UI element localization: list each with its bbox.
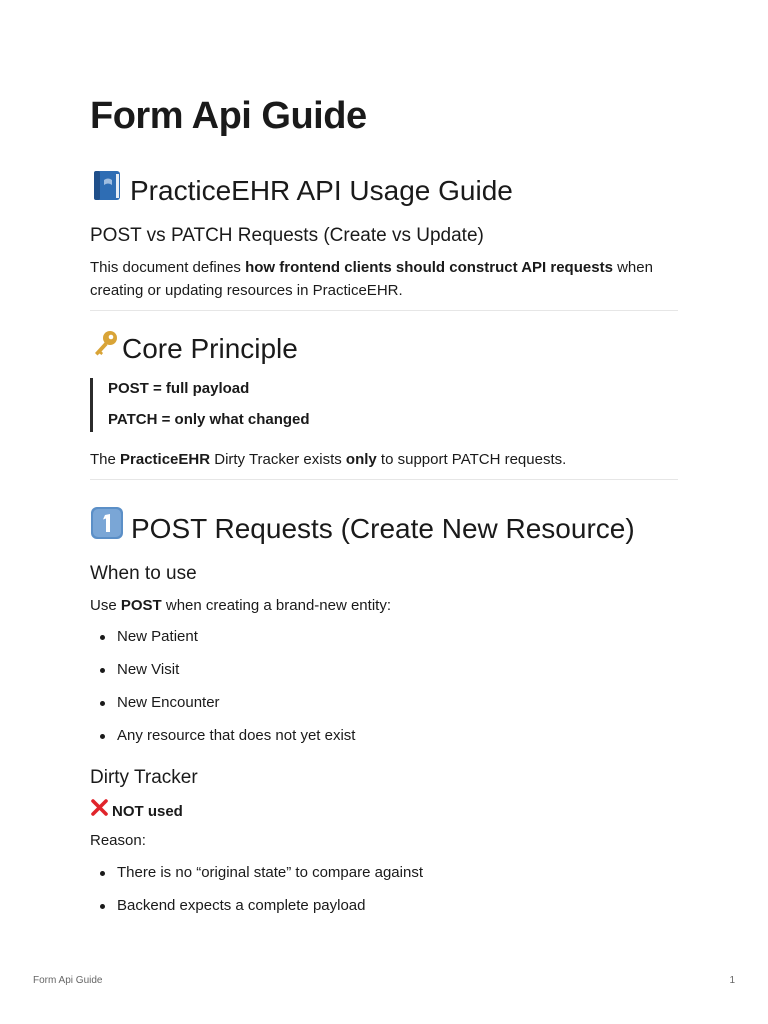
core-paragraph — [90, 448, 678, 471]
red-cross-icon — [90, 798, 109, 824]
list-item-text: New Visit — [117, 661, 180, 678]
text-run: This document defines — [90, 259, 246, 276]
section-heading-usage-guide — [90, 168, 513, 213]
section-heading-core-principle — [90, 328, 298, 369]
heading-text: POST Requests (Create New Resource) — [131, 512, 635, 544]
subheading-post-vs-patch: POST vs PATCH Requests (Create vs Update) — [90, 225, 484, 246]
list-item — [90, 692, 355, 725]
list-item — [90, 626, 355, 659]
bullet-icon — [100, 904, 105, 909]
footer-document-title: Form Api Guide — [33, 975, 103, 986]
text-run: when creating or updating resources in PracticeEHR. — [90, 259, 653, 299]
list-item-text: Backend expects a complete payload — [117, 897, 366, 914]
reason-list — [90, 862, 423, 928]
bold-text: only — [345, 451, 377, 468]
blue-book-icon — [90, 168, 124, 213]
subheading-dirty-tracker: Dirty Tracker — [90, 767, 198, 788]
list-item-text: Any resource that does not yet exist — [117, 727, 356, 744]
list-item — [90, 659, 355, 692]
page-title: Form Api Guide — [90, 95, 367, 137]
bold-text: POST — [120, 597, 162, 614]
key-icon — [90, 328, 120, 369]
text-run: Dirty Tracker exists — [210, 451, 346, 468]
status-text: NOT used — [112, 802, 183, 820]
reason-label: Reason: — [90, 832, 146, 849]
dirty-tracker-status — [90, 798, 678, 824]
list-item — [90, 895, 423, 928]
bullet-icon — [100, 668, 105, 673]
list-item-text: There is no “original state” to compare against — [117, 864, 423, 881]
text-run: when creating a brand-new entity: — [161, 597, 391, 614]
text-run: Use — [90, 597, 121, 614]
intro-paragraph — [90, 256, 678, 302]
bullet-icon — [100, 635, 105, 640]
keycap-one-icon — [90, 506, 124, 551]
heading-text: Core Principle — [122, 332, 298, 364]
list-item — [90, 725, 355, 758]
bullet-icon — [100, 701, 105, 706]
text-run: The — [90, 451, 121, 468]
heading-text: PracticeEHR API Usage Guide — [130, 174, 513, 206]
when-to-use-paragraph — [90, 594, 678, 617]
blockquote — [90, 378, 681, 432]
footer-page-number: 1 — [729, 975, 735, 986]
bold-text: PracticeEHR — [120, 451, 211, 468]
bold-text: how frontend clients should construct API requests — [245, 259, 613, 276]
list-item — [90, 862, 423, 895]
quote-line-patch: PATCH = only what changed — [108, 411, 310, 428]
divider — [90, 310, 678, 311]
divider — [90, 479, 678, 480]
subheading-when-to-use: When to use — [90, 563, 197, 584]
list-item-text: New Patient — [117, 628, 198, 645]
text-run: to support PATCH requests. — [376, 451, 567, 468]
bullet-icon — [100, 734, 105, 739]
list-item-text: New Encounter — [117, 694, 220, 711]
section-heading-post-requests — [90, 506, 635, 551]
bullet-icon — [100, 871, 105, 876]
when-to-use-list — [90, 626, 355, 758]
quote-line-post: POST = full payload — [108, 380, 250, 397]
